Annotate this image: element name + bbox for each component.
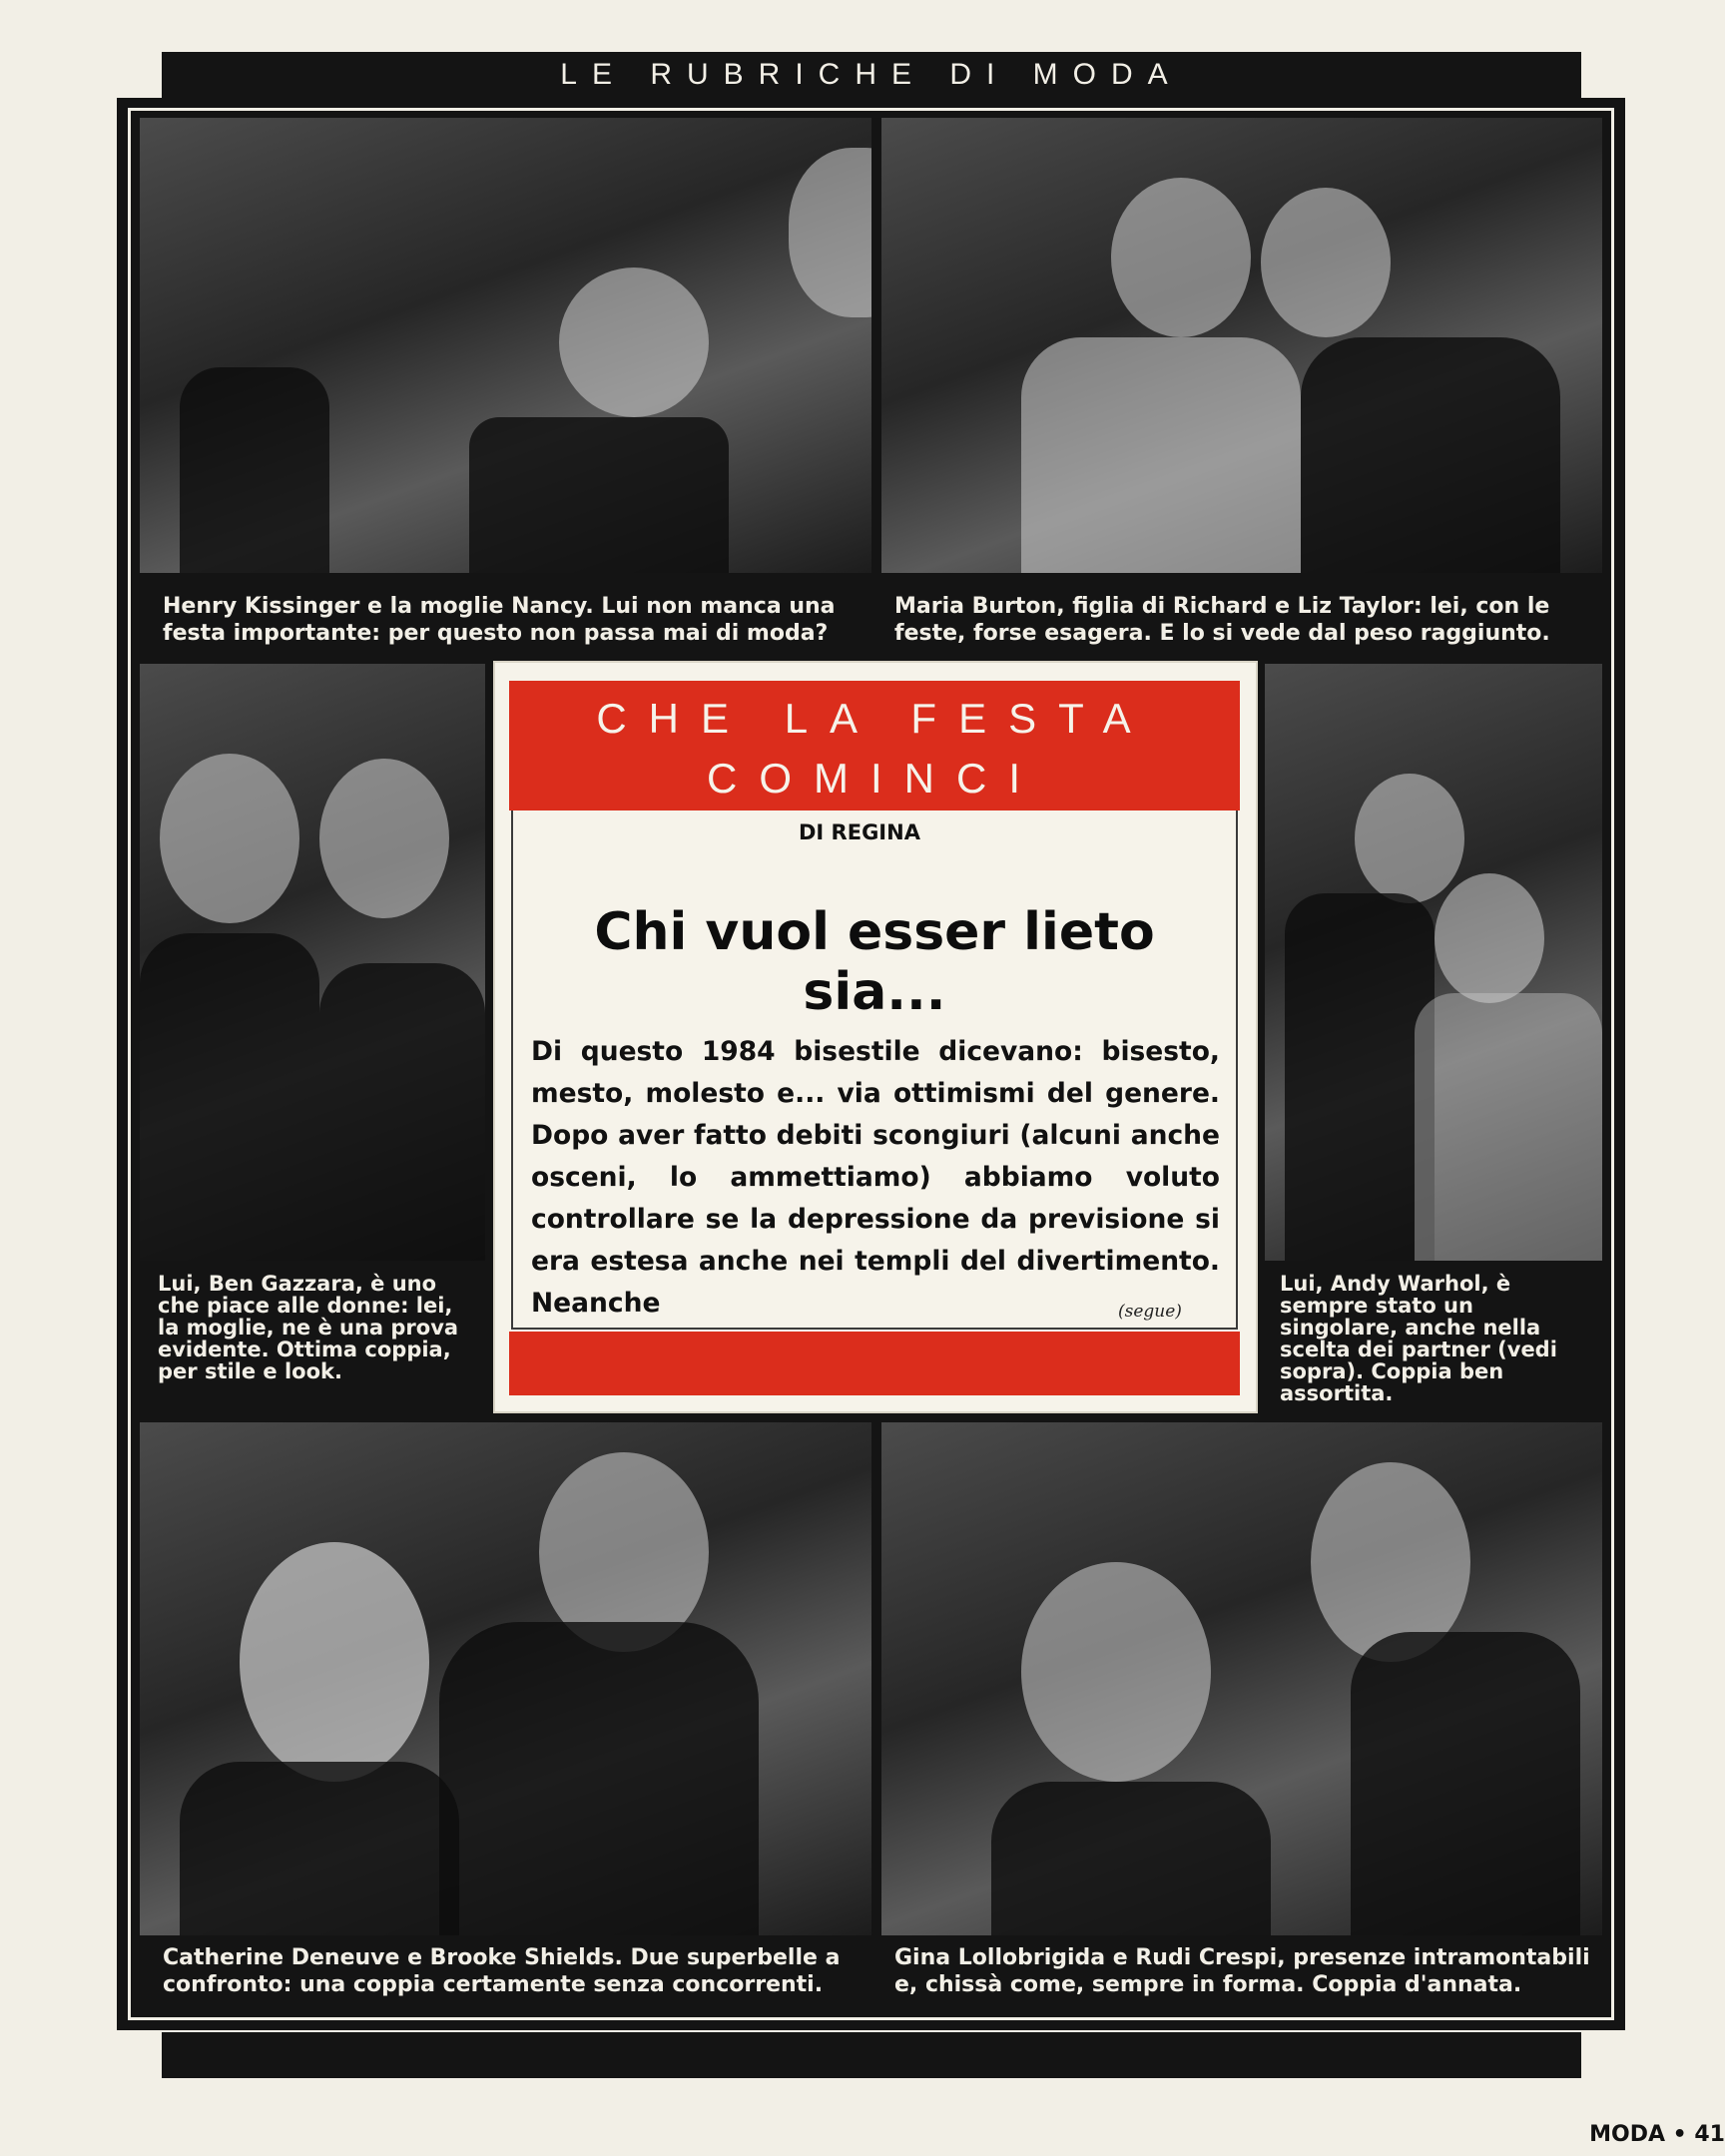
photo-top-right: [881, 118, 1602, 573]
section-header: [162, 52, 1581, 98]
article-title: Chi vuol esser lieto sia...: [594, 902, 1155, 1022]
caption-bottom-left: Catherine Deneuve e Brooke Shields. Due superbelle a confronto: una coppia certamente senza concorrenti.: [163, 1945, 841, 1997]
continued-label: (segue): [1118, 1302, 1182, 1322]
article-byline: DI REGINA: [799, 820, 920, 844]
page-number: MODA • 41: [1589, 2122, 1725, 2147]
caption-top-right: Maria Burton, figlia di Richard e Liz Taylor: lei, con le feste, forse esagera. E lo si vede dal peso raggiunto.: [894, 594, 1550, 646]
article-bottom-band: [509, 1332, 1240, 1395]
caption-bottom-right: Gina Lollobrigida e Rudi Crespi, presenze intramontabili e, chissà come, sempre in forma. Coppia d'annata.: [894, 1945, 1590, 1997]
caption-mid-left: Lui, Ben Gazzara, è uno che piace alle donne: lei, la moglie, ne è una prova evidente. Ottima coppia, per stile e look.: [158, 1272, 459, 1383]
photo-bottom-right: [881, 1422, 1602, 1935]
article-body: Di questo 1984 bisestile dicevano: bisesto, mesto, molesto e... via ottimismi del genere. Dopo aver fatto debiti scongiuri (alcuni anche osceni, lo ammettiamo) abbiamo voluto controllare se la depressione da previsione si era estesa anche nei templi del divertimento. Neanche: [531, 1036, 1220, 1319]
photo-bottom-left: [140, 1422, 871, 1935]
section-title: LE RUBRICHE DI MODA: [560, 58, 1183, 91]
photo-mid-right: [1265, 664, 1602, 1261]
photo-top-left: [140, 118, 871, 573]
footer-band: [162, 2032, 1581, 2078]
caption-mid-right: Lui, Andy Warhol, è sempre stato un singolare, anche nella scelta dei partner (vedi sopra). Coppia ben assortita.: [1280, 1272, 1557, 1405]
photo-mid-left: [140, 664, 485, 1261]
caption-top-left: Henry Kissinger e la moglie Nancy. Lui non manca una festa importante: per questo non passa mai di moda?: [163, 594, 836, 646]
article-kicker: CHE LA FESTA COMINCI: [596, 695, 1153, 802]
